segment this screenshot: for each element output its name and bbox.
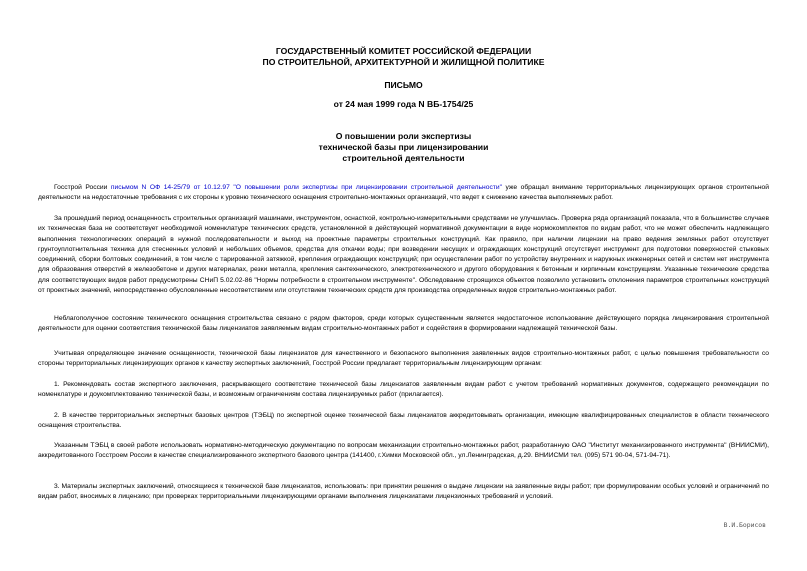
document-title	[0, 131, 807, 164]
paragraph-findings-text: За прошедший период оснащенность строительных организаций машинами, инструментом, оснасткой, контрольно-измерительными средствами не улучшилась. Проверка ряда организаций показала, что в большинстве случаев их техническая база не соответствует необходимой номенклатуре технических средств, установленной в действующей нормативной документации в виде нормокомплектов по видам работ, что не может обеспечить надлежащего выполнения технологических операций в нужной последовательности и выход на проектные параметры строительных конструкций. Как правило, при наличии лицензии на право ведения земляных работ отсутствует грунтоуплотнительная техника для стесненных условий и небольших объемов, средства для откачки воды; при возведении несущих и ограждающих конструкций отсутствует инструмент для подготовки поверхностей стыковых соединений, сборки болтовых соединений, в том числе с тарированной затяжкой, крепления ограждающих конструкций; при осуществлении работ по устройству внутренних и наружных инженерных сетей и систем нет инструмента для образования отверстий в железобетоне и других материалах, резки металла, крепления сантехнического, электротехнического и другого оборудования к бетонным и кирпичным конструкциям. Указанные технические средства для соответствующих видов работ предусмотрены СНиП 5.02.02-86 "Нормы потребности в строительном инструменте". Обследование строящихся объектов позволило установить отклонения параметров строительных конструкций от проектных значений, непосредственно обусловленные несоответствием или отсутствием технических средств для производства определенных видов строительно-монтажных работ.	[38, 215, 769, 295]
paragraph-intro-text-end: уже обращал внимание территориальных лицензирующих органов строительной деятельности на недостаточные требования с их стороны к уровню технического оснащения строительно-монтажных организаций, что ведет к снижению качества выполняемых работ.	[38, 184, 770, 202]
title-line-1: О повышении роли экспертизы	[335, 131, 472, 141]
document-type: ПИСЬМО	[384, 80, 423, 90]
paragraph-intro-text-start: Госстрой России	[54, 184, 111, 191]
org-name-line-2: ПО СТРОИТЕЛЬНОЙ, АРХИТЕКТУРНОЙ И ЖИЛИЩНОЙ ПОЛИТИКЕ	[262, 57, 545, 67]
referenced-letter-link[interactable]: письмом N ОФ 14-25/79 от 10.12.97 "О повышении роли экспертизы при лицензировании строительной деятельности"	[110, 184, 502, 191]
document-date-number: от 24 мая 1999 года N ВБ-1754/25	[333, 99, 474, 109]
title-line-2: технической базы при лицензировании	[318, 142, 489, 152]
paragraph-causes	[38, 314, 769, 335]
paragraph-findings	[38, 214, 769, 296]
paragraph-item-2	[38, 411, 769, 432]
paragraph-item-2-text: 2. В качестве территориальных экспертных базовых центров (ТЭБЦ) по экспертной оценке технической базы лицензиатов аккредитовывать организации, имеющие квалифицированных специалистов в области технического оснащения строительства.	[38, 412, 769, 430]
paragraph-item-1	[38, 380, 769, 401]
paragraph-intro	[38, 183, 769, 204]
paragraph-proposal	[38, 349, 769, 370]
title-line-3: строительной деятельности	[342, 153, 465, 163]
paragraph-causes-text: Неблагополучное состояние технического оснащения строительства связано с рядом факторов, среди которых существенным является недостаточное использование действующего порядка лицензирования строительной деятельности для оценки соответствия технической базы лицензиатов заявляемым видам строительно-монтажных работ и содействия в формировании надлежащей технической базы.	[38, 315, 769, 333]
paragraph-item-3-text: 3. Материалы экспертных заключений, относящиеся к технической базе лицензиатов, использовать: при принятии решения о выдаче лицензии на заявленные виды работ; при формулировании особых условий и ограничений по видам работ, вносимых в лицензию; при проверках территориальными лицензирующими органами выполнения лицензиатами лицензионных требований и условий.	[38, 483, 769, 501]
issuing-organization	[0, 46, 807, 68]
paragraph-item-3	[38, 482, 769, 503]
paragraph-proposal-text: Учитывая определяющее значение оснащенности, технической базы лицензиатов для качественного и безопасного выполнения заявленных видов строительно-монтажных работ, с целью повышения требовательности со стороны территориальных лицензирующих органов к качеству экспертных заключений, Госстрой России предлагает территориальным лицензирующим органам:	[38, 350, 769, 368]
paragraph-item-2-details	[38, 441, 769, 462]
paragraph-item-2-details-text: Указанным ТЭБЦ в своей работе использовать нормативно-методическую документацию по вопросам механизации строительно-монтажных работ, разработанную ОАО "Институт механизированного инструмента" (ВНИИСМИ), аккредитованного Госстроем России в качестве специализированного экспертного базового центра (141400, г.Химки Московской обл., ул.Ленинградская, д.29. ВНИИСМИ тел. (095) 571 90-04, 571-94-71).	[38, 442, 769, 460]
org-name-line-1: ГОСУДАРСТВЕННЫЙ КОМИТЕТ РОССИЙСКОЙ ФЕДЕРАЦИИ	[275, 46, 532, 56]
paragraph-item-1-text: 1. Рекомендовать состав экспертного заключения, раскрывающего соответствие технической базы лицензиатов заявленным видам работ с учетом требований нормативных документов, содержащего рекомендации по номенклатуре и доукомплектованию технической базы, и возможным ограничениям состава лицензируемых работ (прилагается).	[38, 381, 769, 399]
signatory-name: В.И.Борисов	[723, 521, 766, 529]
